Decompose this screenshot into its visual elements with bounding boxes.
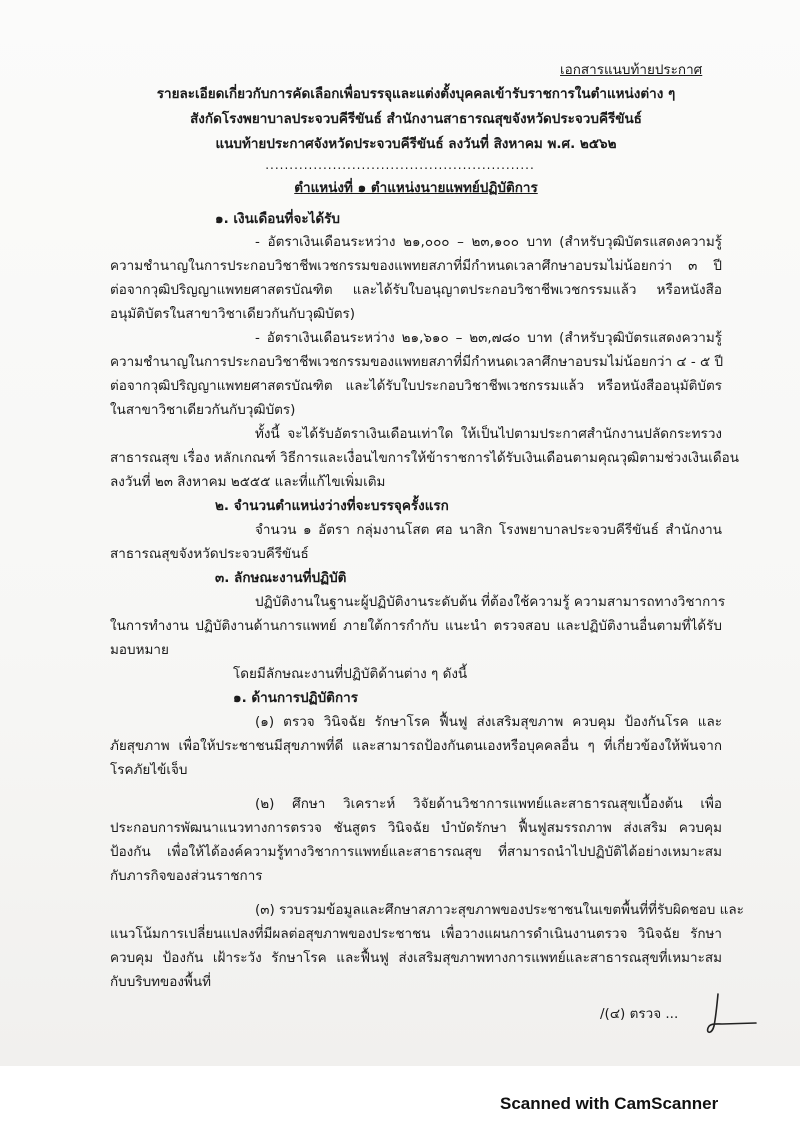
item-2-line: (๒) ศึกษา วิเคราะห์ วิจัยด้านวิชาการแพทย์และสาธารณสุขเบื้องต้น เพื่อ	[255, 796, 722, 812]
section-3-heading: ๓. ลักษณะงานที่ปฏิบัติ	[215, 570, 347, 586]
item-2-line: กับภารกิจของส่วนราชการ	[110, 868, 263, 884]
salary-para-2-line: ในสาขาวิชาเดียวกันกับวุฒิบัตร)	[110, 402, 296, 418]
section-2-heading: ๒. จำนวนตำแหน่งว่างที่จะบรรจุครั้งแรก	[215, 498, 449, 514]
item-1-line: ภัยสุขภาพ เพื่อให้ประชาชนมีสุขภาพที่ดี และสามารถป้องกันตนเองหรือบุคคลอื่น ๆ ที่เกี่ยวข้องให้พ้นจาก	[110, 738, 722, 754]
item-1-line: (๑) ตรวจ วินิจฉัย รักษาโรค ฟื้นฟู ส่งเสริมสุขภาพ ควบคุม ป้องกันโรค และ	[255, 714, 722, 730]
salary-para-3-line: ทั้งนี้ จะได้รับอัตราเงินเดือนเท่าใด ให้เป็นไปตามประกาศสำนักงานปลัดกระทรวง	[255, 426, 722, 442]
salary-para-3-line: ลงวันที่ ๒๓ สิงหาคม ๒๕๕๕ และที่แก้ไขเพิ่มเติม	[110, 474, 386, 490]
position-heading	[110, 178, 722, 198]
title-line-2: สังกัดโรงพยาบาลประจวบคีรีขันธ์ สำนักงานสาธารณสุขจังหวัดประจวบคีรีขันธ์	[190, 111, 642, 127]
position-heading-text: ตำแหน่งที่ ๑ ตำแหน่งนายแพทย์ปฏิบัติการ	[294, 180, 538, 196]
section-1-heading: ๑. เงินเดือนที่จะได้รับ	[215, 211, 340, 227]
salary-para-1-line: ความชำนาญในการประกอบวิชาชีพเวชกรรมของแพทยสภาที่มีกำหนดเวลาศึกษาอบรมไม่น้อยกว่า ๓ ปี	[110, 258, 722, 274]
item-3-line: แนวโน้มการเปลี่ยนแปลงที่มีผลต่อสุขภาพของประชาชน เพื่อวางแผนการดำเนินงานตรวจ วินิจฉัย รักษา	[110, 926, 722, 942]
item-2-line: ประกอบการพัฒนาแนวทางการตรวจ ชันสูตร วินิจฉัย บำบัดรักษา ฟื้นฟูสมรรถภาพ ส่งเสริม ควบคุม	[110, 820, 722, 836]
continuation-marker: /(๔) ตรวจ ...	[600, 1006, 679, 1022]
operations-subheading: ๑. ด้านการปฏิบัติการ	[233, 690, 358, 706]
title-line-1: รายละเอียดเกี่ยวกับการคัดเลือกเพื่อบรรจุและแต่งตั้งบุคคลเข้ารับราชการในตำแหน่งต่าง ๆ	[156, 86, 676, 102]
duties-intro: โดยมีลักษณะงานที่ปฏิบัติด้านต่าง ๆ ดังนี้	[233, 666, 468, 682]
signature-initial	[700, 990, 760, 1040]
item-1-line: โรคภัยไข้เจ็บ	[110, 762, 188, 778]
duties-line: ในการทำงาน ปฏิบัติงานด้านการแพทย์ ภายใต้การกำกับ แนะนำ ตรวจสอบ และปฏิบัติงานอื่นตามที่ได้รับ	[110, 618, 722, 634]
vacancy-line: สาธารณสุขจังหวัดประจวบคีรีขันธ์	[110, 546, 309, 562]
salary-para-2-line: ความชำนาญในการประกอบวิชาชีพเวชกรรมของแพทยสภาที่มีกำหนดเวลาศึกษาอบรมไม่น้อยกว่า ๔ - ๕ ปี	[110, 354, 724, 370]
separator: ........................................................	[265, 158, 535, 172]
item-3-line: (๓) รวบรวมข้อมูลและศึกษาสภาวะสุขภาพของประชาชนในเขตพื้นที่ที่รับผิดชอบ และ	[255, 902, 744, 918]
item-2-line: ป้องกัน เพื่อให้ได้องค์ความรู้ทางวิชาการแพทย์และสาธารณสุข ที่สามารถนำไปปฏิบัติได้อย่างเหมาะสม	[110, 844, 722, 860]
header-note: เอกสารแนบท้ายประกาศ	[560, 62, 703, 78]
duties-line: ปฏิบัติงานในฐานะผู้ปฏิบัติงานระดับต้น ที่ต้องใช้ความรู้ ความสามารถทางวิชาการ	[255, 594, 726, 610]
salary-para-1-line: ต่อจากวุฒิปริญญาแพทยศาสตรบัณฑิต และได้รับใบอนุญาตประกอบวิชาชีพเวชกรรมแล้ว หรือหนังสือ	[110, 282, 722, 298]
salary-para-1-line: อนุมัติบัตรในสาขาวิชาเดียวกันกับวุฒิบัตร)	[110, 306, 356, 322]
title-line-3: แนบท้ายประกาศจังหวัดประจวบคีรีขันธ์ ลงวันที่ สิงหาคม พ.ศ. ๒๕๖๒	[215, 136, 617, 152]
salary-para-1-line: - อัตราเงินเดือนระหว่าง ๒๑,๐๐๐ – ๒๓,๑๐๐ บาท (สำหรับวุฒิบัตรแสดงความรู้	[255, 234, 722, 250]
salary-para-3-line: สาธารณสุข เรื่อง หลักเกณฑ์ วิธีการและเงื่อนไขการให้ข้าราชการได้รับเงินเดือนตามคุณวุฒิตามช่วงเงินเดือน	[110, 450, 739, 466]
duties-line: มอบหมาย	[110, 642, 169, 658]
salary-para-2-line: - อัตราเงินเดือนระหว่าง ๒๑,๖๑๐ – ๒๓,๗๘๐ บาท (สำหรับวุฒิบัตรแสดงความรู้	[255, 330, 722, 346]
vacancy-line: จำนวน ๑ อัตรา กลุ่มงานโสต ศอ นาสิก โรงพยาบาลประจวบคีรีขันธ์ สำนักงาน	[255, 522, 722, 538]
item-3-line: ควบคุม ป้องกัน เฝ้าระวัง รักษาโรค และฟื้นฟู ส่งเสริมสุขภาพทางการแพทย์และสาธารณสุขที่เหมาะสม	[110, 950, 722, 966]
item-3-line: กับบริบทของพื้นที่	[110, 974, 211, 990]
salary-para-2-line: ต่อจากวุฒิปริญญาแพทยศาสตรบัณฑิต และได้รับใบประกอบวิชาชีพเวชกรรมแล้ว หรือหนังสืออนุมัติบัตร	[110, 378, 722, 394]
camscanner-watermark: Scanned with CamScanner	[500, 1094, 719, 1113]
